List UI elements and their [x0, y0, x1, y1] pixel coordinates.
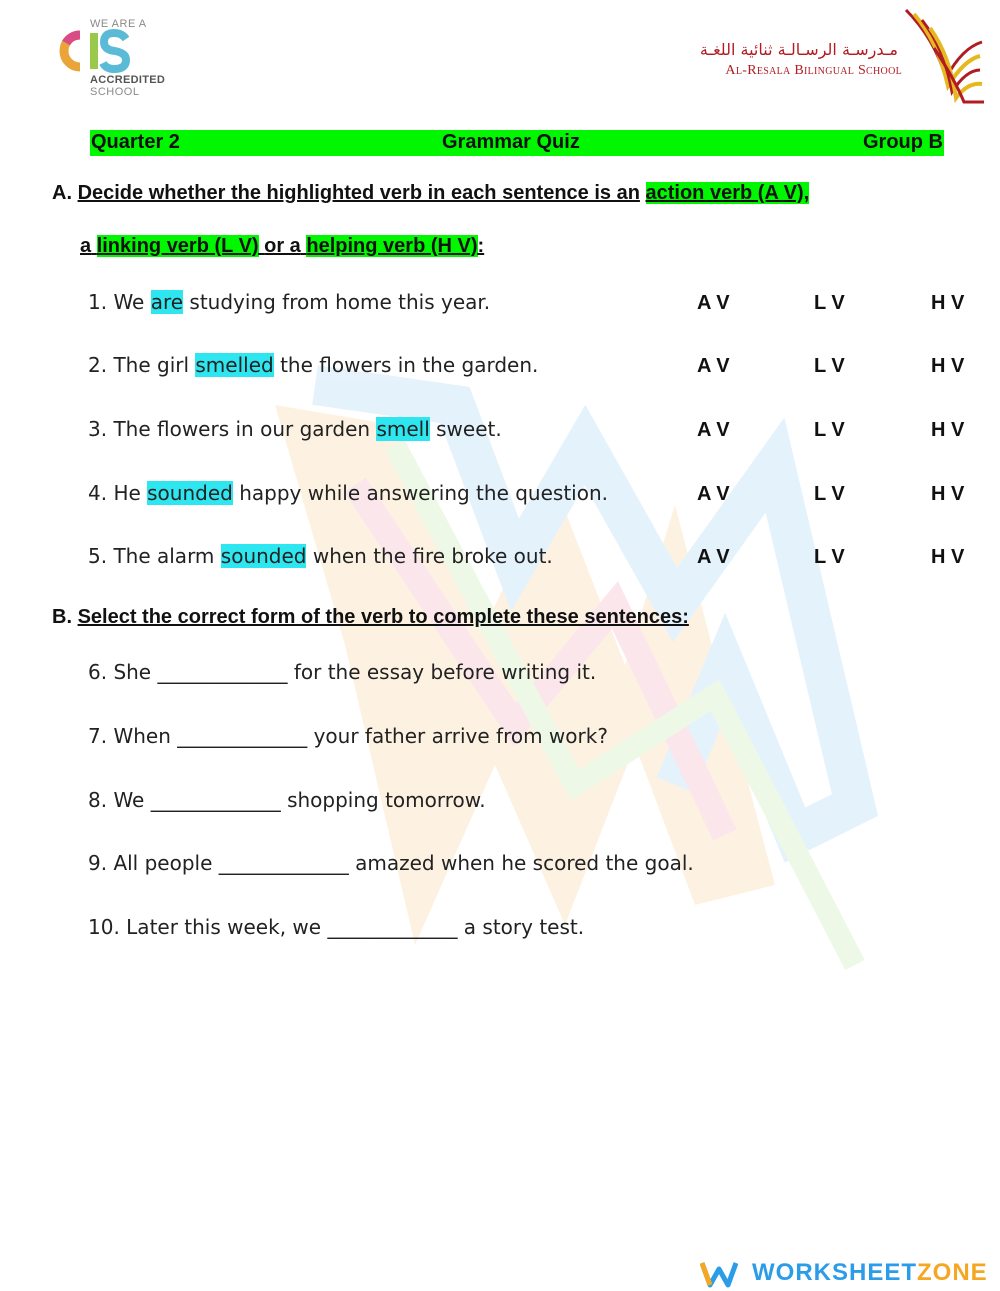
worksheetzone-logo-icon: [700, 1259, 738, 1289]
school-emblem-icon: [904, 8, 984, 104]
question-6: 6. She _____________ for the essay before writing it.: [88, 660, 597, 684]
highlighted-verb: smell: [376, 417, 430, 441]
section-b-instruction: [52, 606, 689, 629]
option-av[interactable]: A V: [697, 292, 730, 314]
section-a-line2-prefix: a: [80, 235, 92, 257]
section-a-instruction-line2: [80, 235, 484, 258]
option-av[interactable]: A V: [697, 355, 730, 377]
option-lv[interactable]: L V: [814, 292, 845, 314]
answer-blank[interactable]: _____________: [218, 851, 349, 875]
cis-tagline: WE ARE A: [90, 18, 147, 30]
cis-logo-icon: [58, 29, 130, 73]
highlighted-verb: sounded: [220, 544, 307, 568]
section-a-instruction-line1: [52, 182, 809, 205]
question-1: 1. We are studying from home this year.: [88, 290, 491, 314]
question-9: 9. All people _____________ amazed when he scored the goal.: [88, 851, 694, 875]
option-lv[interactable]: L V: [814, 546, 845, 568]
option-av[interactable]: A V: [697, 546, 730, 568]
question-4: 4. He sounded happy while answering the question.: [88, 481, 608, 505]
question-5: 5. The alarm sounded when the fire broke out.: [88, 544, 553, 568]
brand-part-b: ZONE: [917, 1259, 988, 1286]
section-a-text: Decide whether the highlighted verb in each sentence is an: [77, 182, 640, 204]
quiz-title: Grammar Quiz: [442, 131, 580, 153]
question-8: 8. We _____________ shopping tomorrow.: [88, 788, 486, 812]
option-lv[interactable]: L V: [814, 355, 845, 377]
highlighted-verb: sounded: [147, 481, 233, 505]
option-hv[interactable]: H V: [931, 419, 965, 441]
quiz-header-band: [90, 130, 944, 156]
highlighted-verb: smelled: [195, 353, 274, 377]
cis-accredited-label: ACCREDITED: [90, 74, 166, 86]
option-hv[interactable]: H V: [931, 355, 965, 377]
answer-blank[interactable]: _____________: [327, 915, 458, 939]
answer-blank[interactable]: _____________: [157, 660, 288, 684]
answer-blank[interactable]: _____________: [177, 724, 308, 748]
helping-verb-term: helping verb (H V): [306, 235, 478, 257]
worksheetzone-brand: [752, 1259, 988, 1287]
school-name-arabic: مـدرسـة الرسـالـة ثنائية اللغـة: [699, 40, 898, 59]
question-3: 3. The flowers in our garden smell sweet.: [88, 417, 502, 441]
section-a-letter: A.: [52, 182, 72, 204]
answer-blank[interactable]: _____________: [150, 788, 281, 812]
option-lv[interactable]: L V: [814, 419, 845, 441]
brand-part-a: WORKSHEET: [752, 1259, 917, 1286]
section-b-text: Select the correct form of the verb to complete these sentences:: [77, 606, 689, 628]
option-av[interactable]: A V: [697, 419, 730, 441]
option-hv[interactable]: H V: [931, 483, 965, 505]
option-hv[interactable]: H V: [931, 546, 965, 568]
section-b-letter: B.: [52, 606, 72, 628]
option-av[interactable]: A V: [697, 483, 730, 505]
quarter-label: Quarter 2: [91, 131, 180, 153]
group-label: Group B: [863, 131, 943, 153]
section-a-line2-end: :: [477, 235, 485, 257]
cis-school-label: SCHOOL: [90, 86, 140, 98]
question-7: 7. When _____________ your father arrive from work?: [88, 724, 608, 748]
action-verb-term: action verb (A V),: [645, 182, 810, 204]
highlighted-verb: are: [150, 290, 184, 314]
option-lv[interactable]: L V: [814, 483, 845, 505]
section-a-line2-mid: or a: [264, 235, 301, 257]
question-2: 2. The girl smelled the flowers in the garden.: [88, 353, 539, 377]
school-name-english: Al-Resala Bilingual School: [725, 63, 902, 78]
linking-verb-term: linking verb (L V): [96, 235, 259, 257]
question-10: 10. Later this week, we _____________ a story test.: [88, 915, 585, 939]
option-hv[interactable]: H V: [931, 292, 965, 314]
